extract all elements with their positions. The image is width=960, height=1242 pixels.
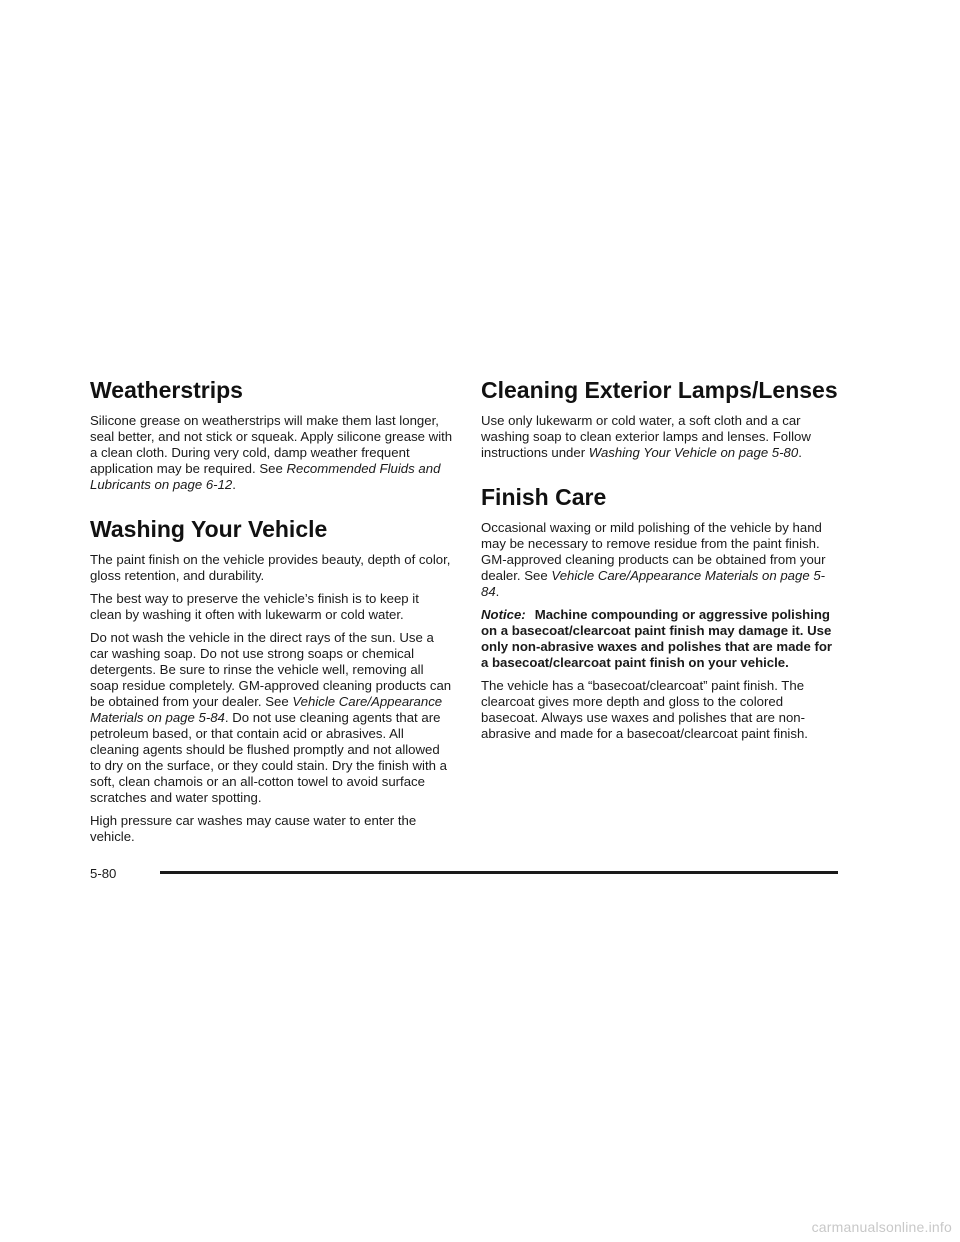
washing-paragraph-2: The best way to preserve the vehicle’s finish is to keep it clean by washing it often with lukewarm or cold water. [90,591,419,622]
washing-paragraph-4: High pressure car washes may cause water to enter the vehicle. [90,813,417,844]
cross-reference-link[interactable]: Washing Your Vehicle on page 5-80 [588,445,799,460]
washing-paragraph-1: The paint finish on the vehicle provides beauty, depth of color, gloss retention, and durability. [90,552,451,583]
heading-washing-your-vehicle: Washing Your Vehicle [90,516,328,542]
cross-reference-link[interactable]: Vehicle Care/Appearance Materials on page 5-84 [481,568,826,599]
section-cleaning-lamps [481,376,841,461]
cross-reference-link[interactable]: Recommended Fluids and Lubricants on page 6-12 [90,461,441,492]
notice-label: Notice: [481,607,526,622]
section-finish-care [481,483,841,742]
weatherstrips-paragraph: Silicone grease on weatherstrips will make them last longer, seal better, and not stick or squeak. Apply silicone grease with a clean cloth. During very cold, damp weather frequent application may be required. See Recommended Fluids and Lubricants on page 6-12. [90,413,453,492]
finish-paragraph-2: The vehicle has a “basecoat/clearcoat” paint finish. The clearcoat gives more depth and gloss to the colored basecoat. Always use waxes and polishes that are non-abrasive and made for a basecoat/clearcoat paint finish. [481,678,808,741]
watermark: carmanualsonline.info [811,1219,952,1235]
heading-weatherstrips: Weatherstrips [90,377,243,403]
right-column [481,376,841,749]
notice-text: Machine compounding or aggressive polishing on a basecoat/clearcoat paint finish may damage it. Use only non-abrasive waxes and polishes that are made for a basecoat/clearcoat paint finish on your vehicle. [481,607,833,670]
washing-paragraph-3: Do not wash the vehicle in the direct rays of the sun. Use a car washing soap. Do not use strong soaps or chemical detergents. Be sure to rinse the vehicle well, removing all soap residue completely. GM-approved cleaning products can be obtained from your dealer. See Vehicle Care/Appearance Materials on page 5-84. Do not use cleaning agents that are petroleum based, or that contain acid or abrasives. All cleaning agents should be flushed promptly and not allowed to dry on the surface, or they could stain. Dry the finish with a soft, clean chamois or an all-cotton towel to avoid surface scratches and water spotting. [90,630,452,805]
heading-finish-care: Finish Care [481,484,607,510]
lamps-paragraph: Use only lukewarm or cold water, a soft cloth and a car washing soap to clean exterior lamps and lenses. Follow instructions under Washing Your Vehicle on page 5-80. [481,413,811,460]
notice-paragraph [481,607,841,671]
heading-cleaning-exterior-lamps: Cleaning Exterior Lamps/Lenses [481,377,838,403]
footer-divider [160,871,838,874]
cross-reference-link[interactable]: Vehicle Care/Appearance Materials on page 5-84 [90,694,443,725]
finish-paragraph-1: Occasional waxing or mild polishing of the vehicle by hand may be necessary to remove residue from the paint finish. GM-approved cleaning products can be obtained from your dealer. See Vehicle Care/Appearance Materials on page 5-84. [481,520,826,599]
page-number: 5-80 [90,866,117,881]
section-washing [90,515,454,845]
section-weatherstrips [90,376,454,493]
left-column [90,376,454,852]
